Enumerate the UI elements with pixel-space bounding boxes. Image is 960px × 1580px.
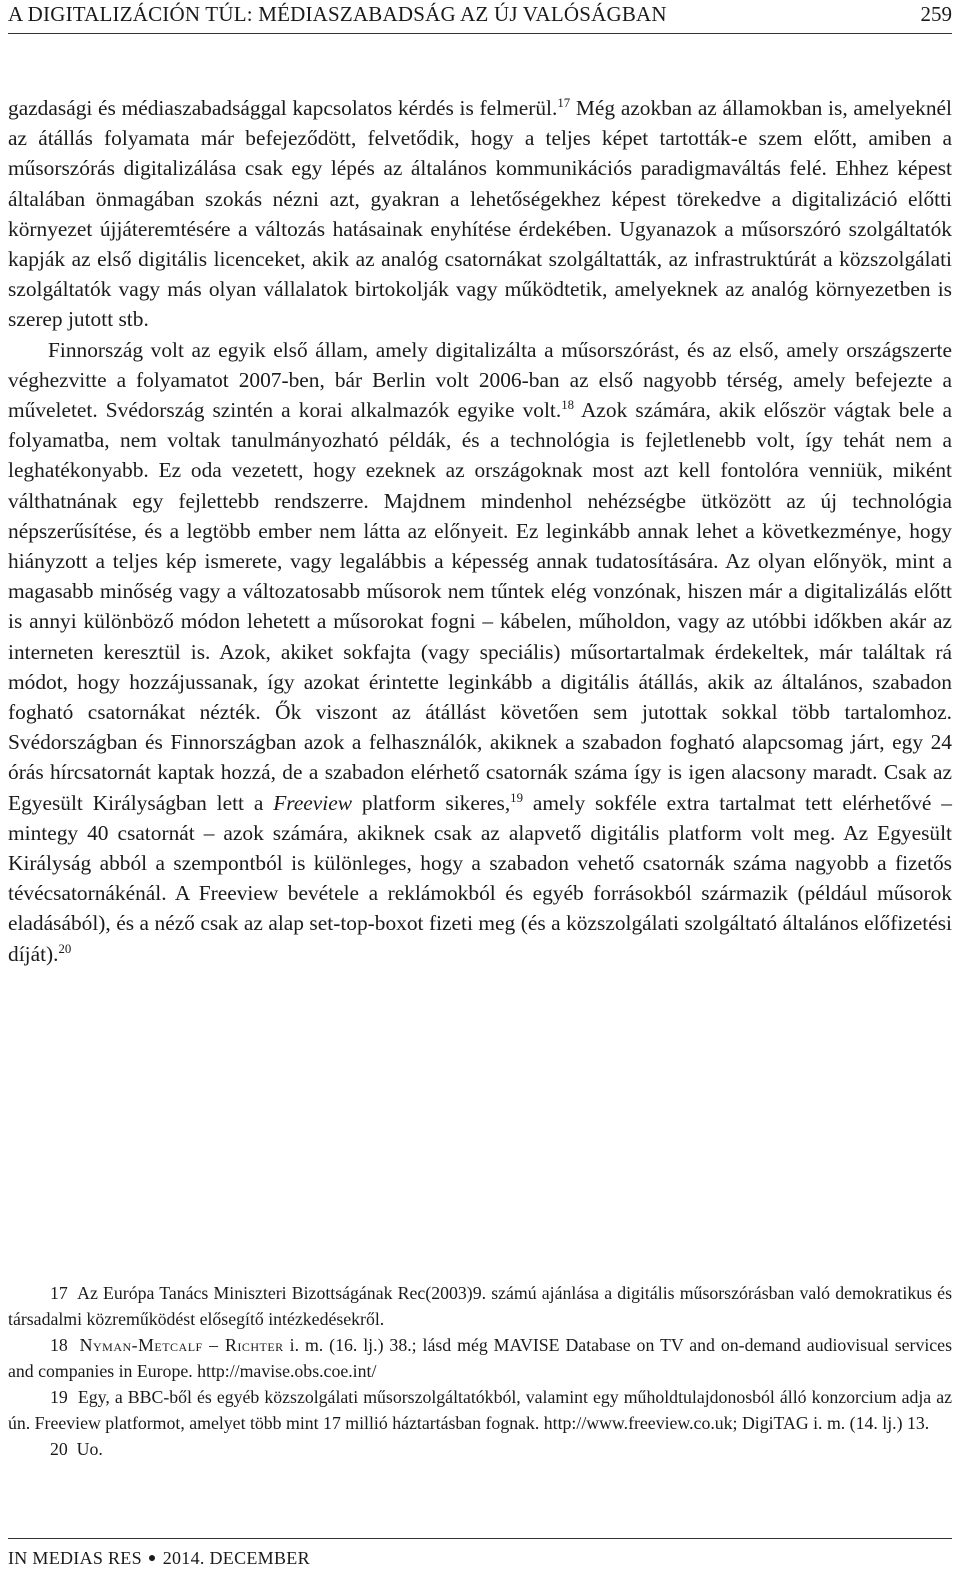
footer-divider xyxy=(8,1538,952,1539)
header-divider xyxy=(8,33,952,34)
bullet-icon: ● xyxy=(147,1551,157,1566)
running-header xyxy=(8,0,952,38)
footnote-19: 19 Egy, a BBC-ből és egyéb közszolgálati műsorszolgáltatókból, valamint egy műholdtulajdonosból álló konzorcium adja az ún. Freeview platformot, amelyet több mint 17 millió háztartásban fognak. http://www.freeview.co.uk; DigiTAG i. m. (14. lj.) 13. xyxy=(8,1387,953,1433)
footnote-ref-19[interactable]: 19 xyxy=(510,790,523,805)
footnotes xyxy=(8,1280,952,1462)
main-text xyxy=(8,93,952,969)
footnote-ref-20[interactable]: 20 xyxy=(58,941,72,956)
running-title: A DIGITALIZÁCIÓN TÚL: MÉDIASZABADSÁG AZ ÚJ VALÓSÁGBAN xyxy=(8,2,667,26)
paragraph-1: gazdasági és médiaszabadsággal kapcsolatos kérdés is felmerül.$^{17}$ Még azokban az államokban is, amelyeknél az átállás folyamata már befejeződött, felvetődik, hogy a teljes képet tartották-e szem előtt, amiben a műsorszórás digitalizálása csak egy lépés az általános kommunikációs paradigmaváltás felé. Ehhez képest általában önmagában szokás nézni azt, gyakran a lehetőségekhez képest törekedve a digitalizáció előtti környezet újjáteremtésére a változás hatásainak enyhítése érdekében. Ugyanazok a műsorszóró szolgáltatók kapják az első digitális licenceket, akik az analóg csatornákat szolgáltatták, az infrastruktúrát a közszolgálati szolgáltatók vagy más olyan vállalatok birtokolják vagy működtetik, amelyeknek az analóg környezetben is szerep jutott stb. xyxy=(8,96,952,332)
footnote-18: 18 Nyman-Metcalf – Richter i. m. (16. lj.) 38.; lásd még MAVISE Database on TV and on-demand audiovisual services and companies in Europe. http://mavise.obs.coe.int/ xyxy=(8,1335,952,1381)
journal-name: IN MEDIAS RES xyxy=(8,1548,142,1568)
running-footer xyxy=(8,1548,310,1569)
footnote-20: 20 Uo. xyxy=(50,1439,103,1459)
footnote-ref-17[interactable]: 17 xyxy=(557,96,571,111)
page-number: 259 xyxy=(920,2,952,26)
footnote-ref-18[interactable]: 18 xyxy=(561,398,575,413)
issue-date: 2014. DECEMBER xyxy=(162,1548,310,1568)
footnote-17: 17 Az Európa Tanács Miniszteri Bizottságának Rec(2003)9. számú ajánlása a digitális műsorszórásban való demokratikus és társadalmi közreműködést elősegítő intézkedésekről. xyxy=(8,1283,952,1329)
paragraph-2: Finnország volt az egyik első állam, amely digitalizálta a műsorszórást, és az első, amely országszerte véghezvitte a folyamatot 2007-ben, bár Berlin volt 2006-ban az első nagyobb térség, amely befejezte a műveletet. Svédország szintén a korai alkalmazók egyike volt.$^{18}$ Azok számára, akik először vágtak bele a folyamatba, nem voltak tanulmányozható példák, és a technológia is fejletlenebb volt, így tehát nem a leghatékonyabb. Ez oda vezetett, hogy ezeknek az országoknak most azt kell fontolóra venniük, miként válthatnának egy fejlettebb rendszerre. Majdnem mindenhol nehézségbe ütközött az új technológia népszerűsítése, és a legtöbb ember nem látta az előnyeit. Ez leginkább annak lehet a következménye, hogy hiányzott a teljes kép ismerete, vagy legalábbis a képesség annak tudatosítására. Az olyan előnyök, mint a magasabb minőség vagy a változatosabb műsorok nem tűntek elég vonzónak, hiszen már a digitalizálás előtt is annyi különböző módon lehetett a műsorokat fogni – kábelen, műholdon, vagy az utóbbi időkben akár az interneten keresztül is. Azok, akiket sokfajta (vagy speciális) műsortartalmak érdekeltek, már találtak rá módot, hogy hozzájussanak, így azokat érintette leginkább a digitális átállás, akik az általános, szabadon fogható csatornákat nézték. Ők viszont az átállást követően sem jutottak sokkal több tartalomhoz. Svédországban és Finnországban azok a felhasználók, akiknek a szabadon fogható alapcsomag járt, egy 24 órás hírcsatornát kaptak hozzá, de a szabadon elérhető csatornák száma így is igen alacsony maradt. Csak az Egyesült Királyságban lett a Freeview platform sikeres,$^{19}$ amely sokféle extra tartalmat tett elérhetővé – mintegy 40 csatornát – azok számára, akiknek csak az alapvető digitális platform volt meg. Az Egyesült Királyság abból a szempontból is különleges, hogy a szabadon vehető csatornák száma nagyobb a fizetős tévécsatornákénál. A Freeview bevétele a reklámokból és egyéb forrásokból származik (például műsorok eladásából), és a néző csak az alap set-top-boxot fizeti meg (és a közszolgálati szolgáltató általános előfizetési díját).$^{20}$ xyxy=(8,337,952,966)
freeview-italic: Freeview xyxy=(273,790,353,815)
